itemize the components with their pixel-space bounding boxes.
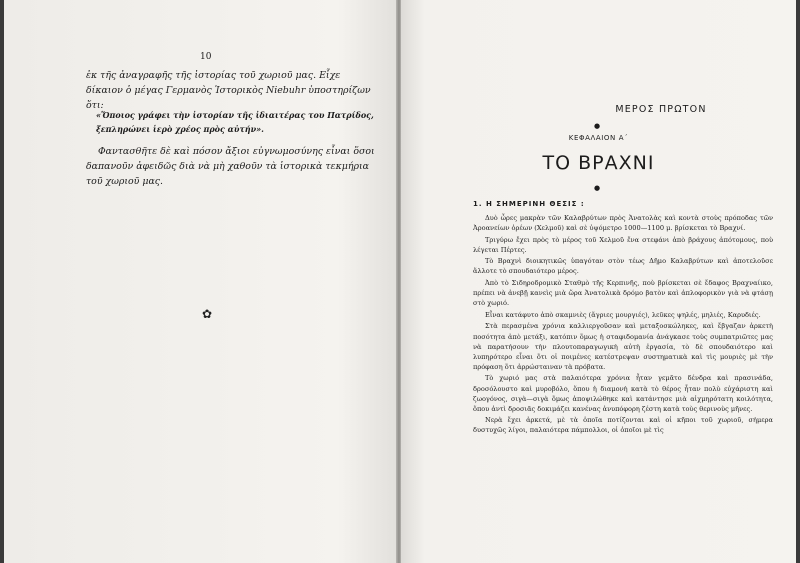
- body-paragraph: Τὸ χωριό μας στὰ παλαιότερα χρόνια ἦταν γεμᾶτο δένδρα καὶ πρασινάδα, δροσόλουστο καὶ μυροβόλο, ὅπου ἡ διαμονὴ κατὰ τὸ θέρος ἦταν πολὺ εὐχάριστη καὶ ζωογόνος, σιγὰ—σιγὰ ὅμως ἀποψιλώθηκε καὶ κατάντησε μιὰ αἰχμηρότατη κοιλότητα, ὅπου ἀντὶ δροσιᾶς δοκιμάζει κανένας ἀνυπόφορη ζέστη κατὰ τοὺς θερινοὺς μῆνες.: [473, 374, 773, 413]
- bullet-icon: ●: [594, 122, 601, 130]
- chapter-title: ΤΟ ΒΡΑΧΝΙ: [542, 152, 655, 174]
- body-paragraph: Τριγύρω ἔχει πρὸς τὸ μέρος τοῦ Χελμοῦ ἕνα στεφάνι ἀπὸ βράχους ἀπότομους, ποὺ λέγεται Πέρτες.: [473, 235, 773, 254]
- bullet-icon: ●: [594, 184, 601, 192]
- chapter-label: ΚΕΦΑΛΑΙΟΝ Α΄: [568, 134, 629, 142]
- part-title: ΜΕΡΟΣ ΠΡΩΤΟΝ: [615, 104, 707, 115]
- page-number: 10: [200, 52, 212, 62]
- left-paragraph-2: Φαντασθῆτε δὲ καὶ πόσον ἄξιοι εὐγνωμοσύνης εἶναι ὅσοι δαπανοῦν ἀφειδῶς διὰ νὰ μὴ χαθοῦν τὰ ἱστορικὰ τεκμήρια τοῦ χωριοῦ μας.: [86, 146, 375, 187]
- body-text: [473, 213, 773, 437]
- body-paragraph: Στὰ περασμένα χρόνια καλλιεργοῦσαν καὶ μεταξοσκώληκες, καὶ ἔβγαζαν ἀρκετὴ ποσότητα ἀπὸ μετάξι, κατόπιν ὅμως ἡ σταφιδομανία ἀνάγκασε τοὺς συμπατριῶτες μας νὰ παρατήσουν τὴν πλουτοπαραγωγικὴ αὐτὴ ἐργασία, τὸ δὲ σπουδαιότερο καὶ λυπηρότερο εἶναι ὅτι οἱ ποιμένες κατέστρεψαν συστηματικὰ καὶ τὶς μουριὲς μὲ τὴν πρόφαση ὅτι ἀρρώσταιναν τὰ πρόβατα.: [473, 322, 773, 371]
- left-paragraph-1: ἐκ τῆς ἀναγραφῆς τῆς ἱστορίας τοῦ χωριοῦ μας. Εἶχε δίκαιον ὁ μέγας Γερμανὸς Ἱστορικὸς Niebuhr ὑποστηρίζων ὅτι:: [86, 70, 371, 111]
- left-page: [4, 0, 397, 563]
- section-heading: 1. Η ΣΗΜΕΡΙΝΗ ΘΕΣΙΣ :: [473, 200, 585, 208]
- body-paragraph: Εἶναι κατάφυτο ἀπὸ σκαμνιὲς (ἄγριες μουργιές), λεῦκες ψηλές, μηλιές, Καρυδιές.: [485, 310, 761, 319]
- right-page: [401, 0, 796, 563]
- flower-ornament-icon: ✿: [202, 307, 213, 321]
- body-paragraph: Ἀπὸ τὸ Σιδηροδρομικὸ Σταθμὸ τῆς Κερπινῆς, ποὺ βρίσκεται σὲ ἔδαφος Βραχναίικο, πρέπει νὰ ἀνεβῇ κανεὶς μιὰ ὥρα Ἀνατολικὰ δρόμο βατὸν καὶ ἁπλοφορικὸν γιὰ νὰ φτάσῃ στὸ χωριό.: [473, 279, 773, 308]
- body-paragraph: Τὸ Βραχνὶ διοικητικῶς ὑπαγόταν στὸν τέως Δῆμο Καλαβρύτων καὶ ἀποτελοῦσε ἄλλοτε τὸ σπουδαιότερο μέρος.: [473, 257, 773, 276]
- body-paragraph: Δυὸ ὧρες μακρὰν τῶν Καλαβρύτων πρὸς Ἀνατολὰς καὶ κοντὰ στοὺς πρόποδας τῶν Ἀροανείων ὀρέων (Χελμοῦ) καὶ σὲ ὑψόμετρο 1000—1100 μ. βρίσκεται τὸ Βραχνί.: [473, 214, 773, 233]
- body-paragraph: Νερὰ ἔχει ἀρκετά, μὲ τὰ ὁποῖα ποτίζονται καὶ οἱ κῆποι τοῦ χωριοῦ, σήμερα δυστυχῶς λίγοι, παλαιότερα πάμπολλοι, οἱ ὁποῖοι μὲ τὶς: [473, 416, 773, 435]
- left-quote: «Ὅποιος γράφει τὴν ἱστορίαν τῆς ἰδιαιτέρας του Πατρίδος, ξεπληρώνει ἱερὸ χρέος πρὸς αὐτήν».: [96, 110, 374, 134]
